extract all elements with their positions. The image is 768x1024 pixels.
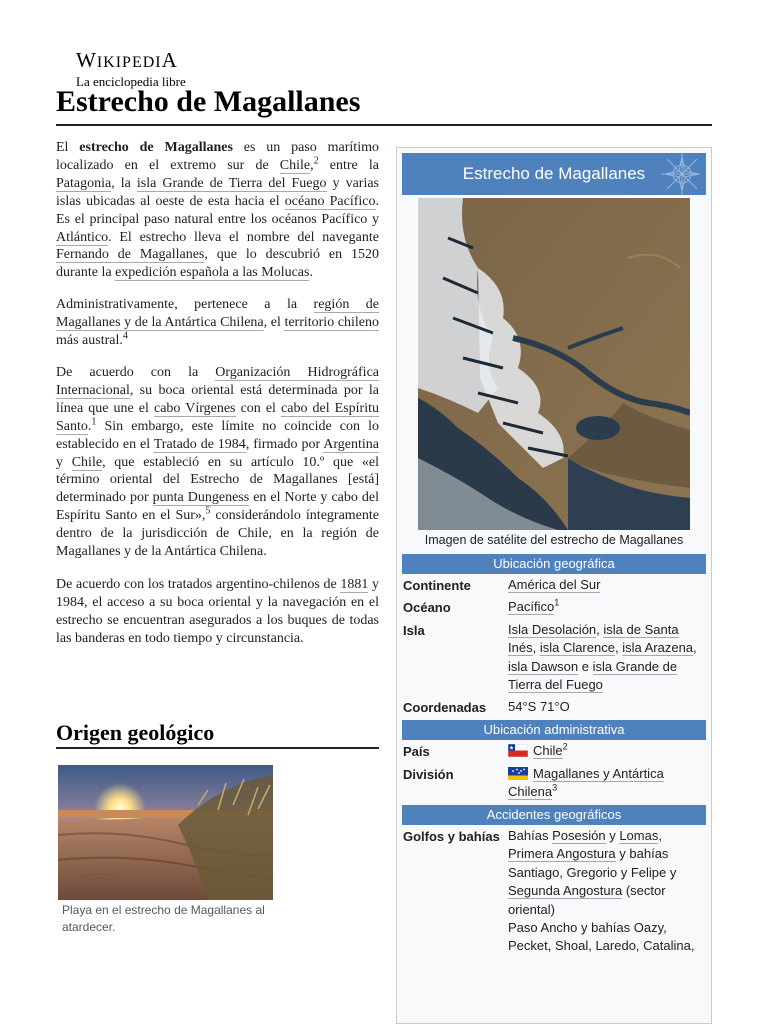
inline-link[interactable]: expedición española a las Molucas (115, 265, 310, 281)
beach-sunset-illustration (58, 765, 273, 900)
val-isla: Isla Desolación, isla de Santa Inés, isla Clarence, isla Arazena, isla Dawson e isla Grande de Tierra del Fuego (508, 622, 697, 693)
inline-link[interactable]: Posesión (552, 828, 606, 843)
key-isla: Isla (403, 623, 425, 638)
reference-marker[interactable]: 2 (313, 155, 319, 167)
inline-link[interactable]: cabo Vírgenes (153, 400, 236, 416)
ref-oceano[interactable]: 1 (554, 597, 560, 608)
inline-link[interactable]: Organización Hidrográfica Internacional (56, 364, 379, 398)
link-pacifico[interactable]: Pacífico (508, 599, 555, 614)
beach-sunset-image[interactable] (58, 765, 273, 900)
key-continente: Continente (403, 578, 471, 593)
key-oceano: Océano (403, 600, 451, 615)
infobox-title: Estrecho de Magallanes (462, 164, 646, 183)
key-division: División (403, 767, 454, 782)
band-ubicacion-administrativa: Ubicación administrativa (402, 720, 706, 740)
band-ubicacion-geografica: Ubicación geográfica (402, 554, 706, 574)
paragraph-limits: De acuerdo con la Organización Hidrográfica Internacional, su boca oriental está determinada por la línea que une el cabo Vírgenes con el cabo del Espíritu Santo.$^1$ Sin embargo, este límite no coincide con lo establecido en el Tratado de 1984, firmado por Argentina y Chile, que estableció en su artículo 10.º que «el término oriental del Estrecho de Magallanes [está] determinado por punta Dungeness en el Norte y cabo del Espíritu Santo en el Sur»,$^5$ considerándolo íntegramente dentro de la jurisdicción de Chile, en la región de Magallanes y de la Antártica Chilena. (56, 364, 380, 560)
link-magallanes-antartica[interactable]: Magallanes y Antártica Chilena (508, 766, 664, 800)
beach-image-caption: Playa en el estrecho de Magallanes al atardecer. (62, 903, 265, 934)
ref-division[interactable]: 3 (552, 783, 558, 794)
logo-tagline: La enciclopedia libre (76, 74, 186, 89)
inline-link[interactable]: Chile (279, 157, 311, 173)
inline-link[interactable]: Fernando de Magallanes (56, 247, 205, 263)
inline-link[interactable]: región de Magallanes y de la Antártica Chilena (56, 297, 380, 331)
inline-link[interactable]: 1881 (340, 576, 369, 592)
inline-link[interactable]: cabo del Espíritu Santo (56, 400, 379, 434)
inline-link[interactable]: Segunda Angostura (508, 883, 623, 899)
logo-wordmark: WIKIPEDIA (76, 48, 178, 72)
val-coordenadas[interactable]: 54°S 71°O (508, 699, 570, 714)
paragraph-intro: El estrecho de Magallanes es un paso marítimo localizado en el extremo sur de Chile,$^2$ entre la Patagonia, la isla Grande de Tierra del Fuego y varias islas ubicadas al oeste de esta hacia el océano Pacífico. Es el principal paso natural entre los océanos Pacífico y Atlántico. El estrecho lleva el nombre del navegante Fernando de Magallanes, que lo descubrió en 1520 durante la expedición española a las Molucas. (56, 140, 379, 281)
key-golfos: Golfos y bahías (403, 829, 500, 844)
section-heading-origen: Origen geológico (56, 720, 215, 745)
infobox (396, 147, 712, 1024)
reference-marker[interactable]: 5 (205, 505, 211, 517)
band-accidentes-geograficos: Accidentes geográficos (402, 805, 706, 825)
reference-marker[interactable]: 1 (91, 416, 97, 428)
inline-link[interactable]: Argentina (323, 436, 379, 452)
inline-link[interactable]: Tratado de 1984 (153, 436, 246, 452)
title-divider (56, 124, 712, 126)
satellite-image-caption: Imagen de satélite del estrecho de Magallanes (424, 533, 684, 547)
inline-link[interactable]: isla Arazena (622, 640, 694, 656)
magallanes-flag-icon (508, 767, 528, 780)
key-coordenadas: Coordenadas (403, 700, 487, 715)
paragraph-treaties: De acuerdo con los tratados argentino-chilenos de 1881 y 1984, el acceso a su boca oriental y la navegación en el estrecho se encuentran asegurados a los buques de todas las banderas en todo tiempo y circunstancia. (56, 576, 379, 646)
article-body (56, 139, 379, 662)
compass-rose-icon (658, 153, 700, 195)
paragraph-administration: Administrativamente, pertenece a la región de Magallanes y de la Antártica Chilena, el territorio chileno más austral.$^4$ (56, 297, 380, 349)
val-pais (508, 742, 708, 760)
inline-link[interactable]: Chile (71, 454, 103, 470)
inline-link[interactable]: isla Clarence (539, 640, 615, 656)
section-divider (56, 747, 379, 749)
val-oceano (508, 598, 708, 616)
val-continente (508, 576, 708, 594)
inline-link[interactable]: Patagonia (56, 175, 112, 191)
inline-link[interactable]: Atlántico (56, 229, 109, 245)
ref-pais[interactable]: 2 (562, 741, 568, 752)
chile-flag-icon (508, 744, 528, 757)
satellite-map-illustration (418, 198, 690, 530)
inline-link[interactable]: punta Dungeness (152, 490, 250, 506)
link-america-del-sur[interactable]: América del Sur (508, 577, 601, 592)
inline-link[interactable]: isla Grande de Tierra del Fuego (508, 658, 678, 693)
page-title: Estrecho de Magallanes (56, 85, 361, 118)
inline-link[interactable]: Isla Desolación (508, 622, 597, 637)
link-chile[interactable]: Chile (533, 743, 563, 758)
inline-link[interactable]: isla de Santa Inés (508, 622, 679, 656)
key-pais: País (403, 744, 430, 759)
infobox-header (402, 153, 706, 195)
inline-link[interactable]: Primera Angostura (508, 846, 616, 862)
reference-marker[interactable]: 4 (122, 330, 128, 342)
inline-link[interactable]: territorio chileno (284, 315, 379, 331)
inline-link[interactable]: océano Pacífico (284, 193, 376, 209)
val-division (508, 765, 708, 802)
bold-term: estrecho de Magallanes (79, 140, 233, 155)
inline-link[interactable]: Lomas (619, 828, 659, 843)
inline-link[interactable]: isla Dawson (508, 658, 579, 674)
satellite-image[interactable] (418, 198, 690, 530)
inline-link[interactable]: isla Grande de Tierra del Fuego (136, 175, 327, 191)
val-golfos: Bahías Posesión y Lomas, Primera Angostura y bahías Santiago, Gregorio y Felipe y Segunda Angostura (sector oriental) Paso Ancho y bahías Oazy, Pecket, Shoal, Laredo, Catalina, (508, 828, 695, 954)
